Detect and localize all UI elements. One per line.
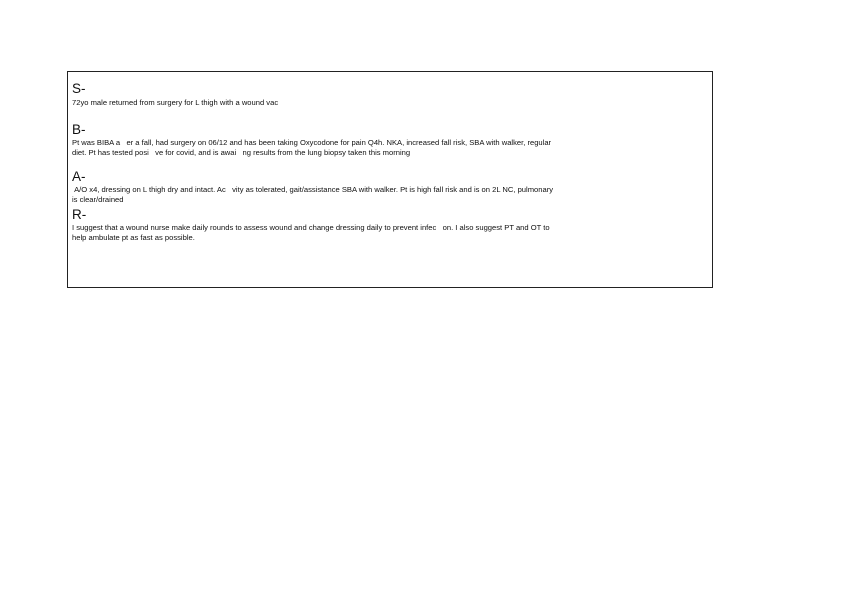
recommendation-heading: R- [72,206,87,222]
recommendation-text-line-2: help ambulate pt as fast as possible. [72,233,195,242]
sbar-note-box [67,71,713,288]
recommendation-text [72,223,706,244]
assessment-text-line-1: A/O x4, dressing on L thigh dry and intact. Ac vity as tolerated, gait/assistance SBA with walker. Pt is high fall risk and is on 2L NC, pulmonary [72,184,554,194]
situation-text: 72yo male returned from surgery for L thigh with a wound vac [72,98,279,107]
situation-heading: S- [72,81,86,96]
background-text-line-2: diet. Pt has tested posi ve for covid, and is awai ng results from the lung biopsy taken this morning [72,148,411,157]
recommendation-text-line-1: I suggest that a wound nurse make daily rounds to assess wound and change dressing daily to prevent infec on. I also suggest PT and OT to [72,222,550,232]
background-text [72,138,706,159]
assessment-heading: A- [72,168,86,184]
background-heading: B- [72,121,86,137]
background-text-line-1: Pt was BIBA a er a fall, had surgery on 06/12 and has been taking Oxycodone for pain Q4h. NKA, increased fall risk, SBA with walker, regular [72,137,552,147]
assessment-text-line-2: is clear/drained [72,195,124,204]
assessment-text [72,185,706,206]
